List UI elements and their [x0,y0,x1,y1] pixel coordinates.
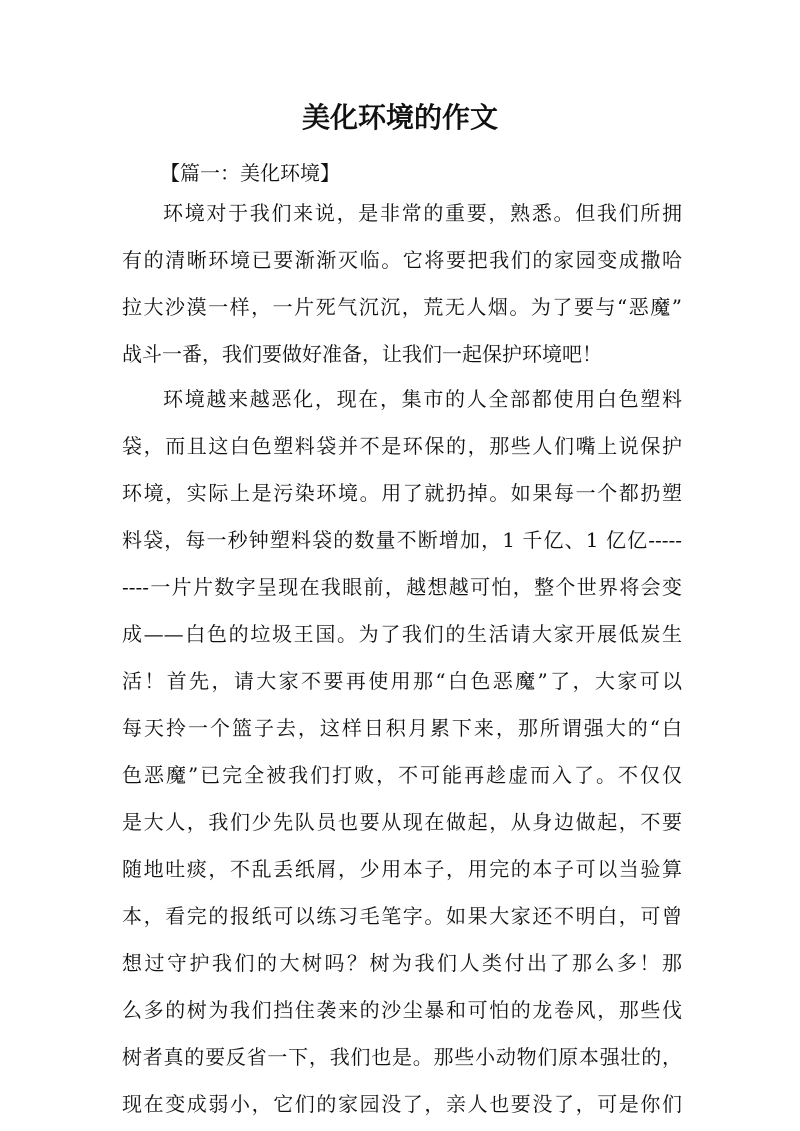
paragraph-line: 活！首先，请大家不要再使用那“白色恶魔”了，大家可以 [122,669,682,693]
paragraph-line: 本，看完的报纸可以练习毛笔字。如果大家还不明白，可曾 [122,904,682,928]
paragraph-line: 成——白色的垃圾王国。为了我们的生活请大家开展低炭生 [122,622,682,646]
paragraph-line: 环境，实际上是污染环境。用了就扔掉。如果每一个都扔塑 [122,481,682,505]
paragraph-line: 袋，而且这白色塑料袋并不是环保的，那些人们嘴上说保护 [122,434,682,458]
paragraph-line: 现在变成弱小，它们的家园没了，亲人也要没了，可是你们 [122,1092,682,1116]
section-heading: 【篇一：美化环境】 [160,161,340,185]
paragraph-line: 环境对于我们来说，是非常的重要，熟悉。但我们所拥 [163,201,682,225]
paragraph-line: 随地吐痰，不乱丢纸屑，少用本子，用完的本子可以当验算 [122,857,682,881]
paragraph-line: 战斗一番，我们要做好准备，让我们一起保护环境吧！ [122,342,602,366]
paragraph-line: 色恶魔”已完全被我们打败，不可能再趁虚而入了。不仅仅 [122,763,682,787]
paragraph-line: 料袋，每一秒钟塑料袋的数量不断增加，1 千亿、1 亿亿----- [122,528,682,552]
paragraph-line: 想过守护我们的大树吗？树为我们人类付出了那么多！那 [122,951,682,975]
document-title: 美化环境的作文 [301,101,498,134]
paragraph-line: 么多的树为我们挡住袭来的沙尘暴和可怕的龙卷风，那些伐 [122,998,682,1022]
paragraph-line: 拉大沙漠一样，一片死气沉沉，荒无人烟。为了要与“恶魔” [122,295,682,319]
paragraph-line: 每天拎一个篮子去，这样日积月累下来，那所谓强大的“白 [122,716,682,740]
paragraph-line: 环境越来越恶化，现在，集市的人全部都使用白色塑料 [163,387,682,411]
paragraph-line: 树者真的要反省一下，我们也是。那些小动物们原本强壮的， [122,1045,682,1069]
paragraph-line: 是大人，我们少先队员也要从现在做起，从身边做起，不要 [122,810,682,834]
paragraph-line: 有的清晰环境已要渐渐灭临。它将要把我们的家园变成撒哈 [122,248,682,272]
paragraph-line: ----一片片数字呈现在我眼前，越想越可怕，整个世界将会变 [122,575,682,599]
